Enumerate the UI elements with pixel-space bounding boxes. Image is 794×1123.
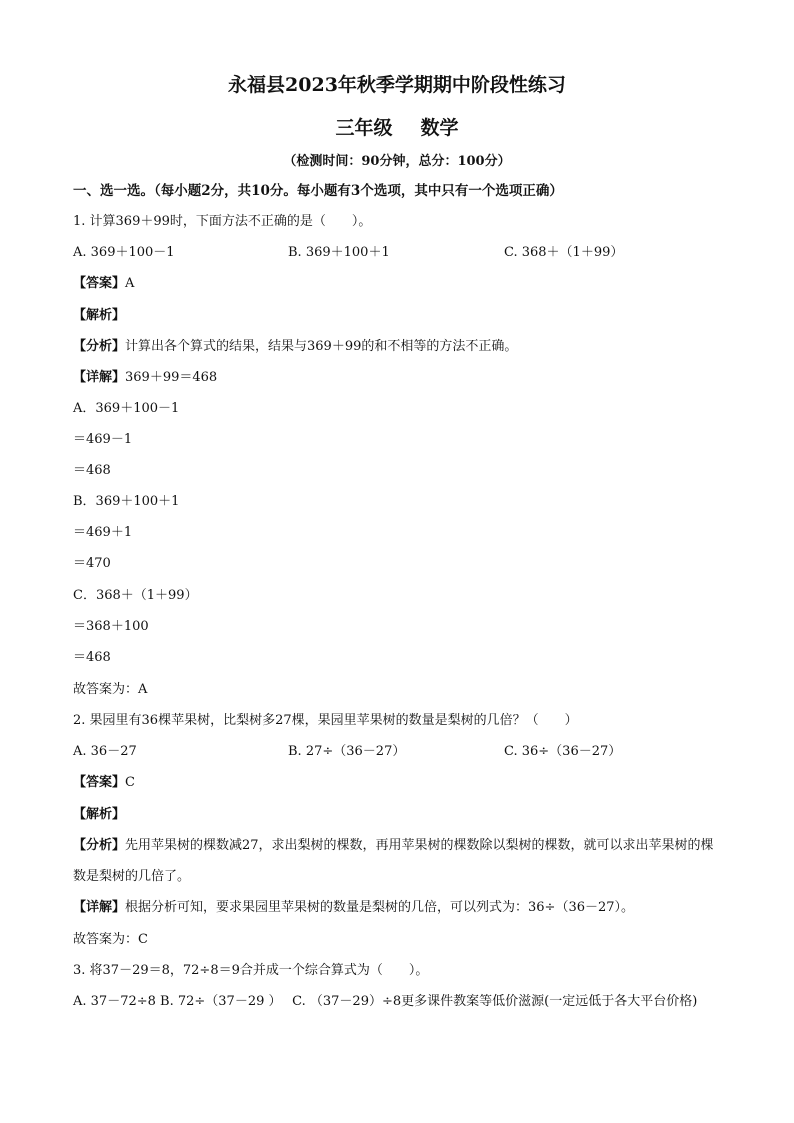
q2-options: [73, 743, 725, 761]
q1-step: ＝469＋1: [73, 525, 133, 540]
q2-fenxi: [73, 830, 725, 892]
q3-stem: 3. 将37－29＝8，72÷8＝9合并成一个综合算式为（ ）。: [73, 963, 429, 978]
fenxi-tag: 【分析】: [73, 339, 126, 354]
q1-step: ＝468: [73, 463, 111, 478]
q2-stem: 2. 果园里有36棵苹果树，比梨树多27棵，果园里苹果树的数量是梨树的几倍？（ ）: [73, 713, 578, 728]
q2-option-c: C. 36÷（36－27）: [504, 744, 622, 759]
q1-stem: 1. 计算369＋99时，下面方法不正确的是（ ）。: [73, 214, 372, 229]
exam-info: （检测时间：90分钟，总分：100分）: [283, 154, 511, 169]
q2-answer: [73, 774, 135, 792]
q1-option-c: C. 368＋（1＋99）: [504, 245, 624, 260]
grade-label: 三年级: [335, 117, 393, 139]
xiangjie-text: 根据分析可知，要求果园里苹果树的数量是梨树的几倍，可以列式为：36÷（36－27）。: [125, 900, 635, 915]
fenxi-text: 先用苹果树的棵数减27，求出梨树的棵数，再用苹果树的棵数除以梨树的棵数，就可以求出苹果树的棵数是梨树的几倍了。: [73, 838, 714, 884]
fenxi-tag: 【分析】: [73, 838, 126, 853]
q2-analysis-tag: 【解析】: [73, 807, 126, 822]
answer-value: C: [125, 775, 135, 790]
answer-value: A: [125, 276, 135, 291]
q1-answer: [73, 275, 134, 293]
q1-step: ＝469－1: [73, 432, 133, 447]
q2-option-a: A. 36－27: [73, 744, 137, 759]
answer-tag: 【答案】: [73, 276, 126, 291]
q2-conclusion: 故答案为：C: [73, 932, 148, 947]
document-title: 永福县2023年秋季学期期中阶段性练习: [228, 74, 566, 96]
q1-fenxi: [73, 338, 517, 356]
q1-xiangjie: [73, 369, 217, 387]
xiangjie-tag: 【详解】: [73, 370, 126, 385]
q2-xiangjie: [73, 899, 634, 917]
q2-option-b: B. 27÷（36－27）: [288, 744, 406, 759]
q1-step: ＝468: [73, 650, 111, 665]
subject-label: 数学: [420, 117, 459, 139]
q1-step: ＝368＋100: [73, 619, 149, 634]
q1-conclusion: 故答案为：A: [73, 682, 148, 697]
q1-option-a: A. 369＋100－1: [73, 245, 175, 260]
fenxi-text: 计算出各个算式的结果，结果与369＋99的和不相等的方法不正确。: [125, 339, 518, 354]
q1-step: C．368＋（1＋99）: [73, 588, 198, 603]
answer-tag: 【答案】: [73, 775, 126, 790]
q1-options: [73, 244, 725, 262]
q3-options: A. 37－72÷8 B. 72÷（37－29 ） C. （37－29）÷8更多课件教案等低价滋源(一定远低于各大平台价格): [73, 994, 698, 1009]
q1-step: A．369＋100－1: [73, 401, 180, 416]
q1-step: B．369＋100＋1: [73, 494, 180, 509]
q1-analysis-tag: 【解析】: [73, 308, 126, 323]
section-heading: 一、选一选。（每小题2分，共10分。每小题有3个选项，其中只有一个选项正确）: [73, 183, 563, 199]
xiangjie-text: 369＋99＝468: [125, 370, 218, 385]
document-subtitle: [0, 113, 794, 140]
q1-step: ＝470: [73, 556, 111, 571]
xiangjie-tag: 【详解】: [73, 900, 126, 915]
q1-option-b: B. 369＋100＋1: [288, 245, 390, 260]
